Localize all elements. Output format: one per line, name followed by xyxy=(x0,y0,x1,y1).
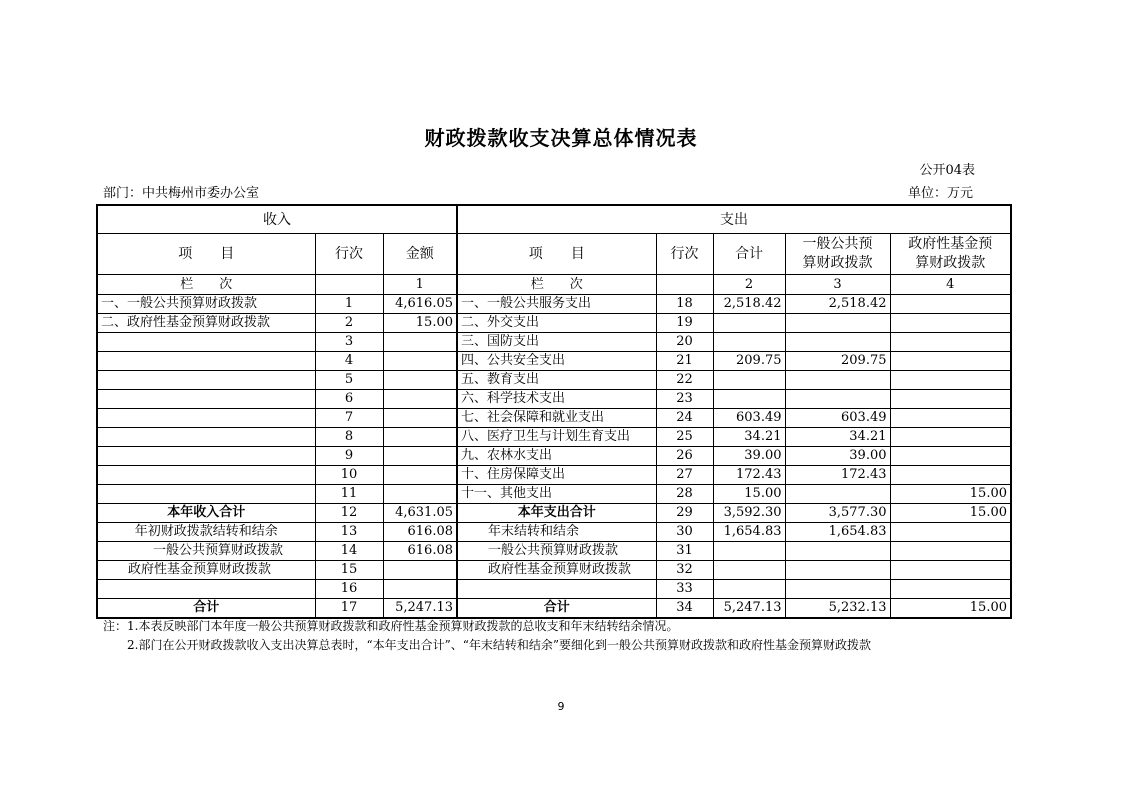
table-row xyxy=(97,409,1011,428)
income-amount: 616.08 xyxy=(383,523,457,542)
col-4: 4 xyxy=(890,275,1011,295)
general-budget-amount xyxy=(785,580,890,599)
income-row-no: 10 xyxy=(315,466,383,485)
income-item xyxy=(97,428,315,447)
expense-row-no: 33 xyxy=(656,580,713,599)
table-row xyxy=(97,504,1011,523)
income-amount xyxy=(383,428,457,447)
income-row-no: 4 xyxy=(315,352,383,371)
expense-header: 支出 xyxy=(457,205,1011,234)
expense-item: 合计 xyxy=(457,599,656,619)
income-row-no: 6 xyxy=(315,390,383,409)
table-row xyxy=(97,542,1011,561)
expense-total xyxy=(713,371,785,390)
expense-total: 209.75 xyxy=(713,352,785,371)
general-budget-amount: 1,654.83 xyxy=(785,523,890,542)
expense-item xyxy=(457,580,656,599)
income-item: 合计 xyxy=(97,599,315,619)
general-budget-amount xyxy=(785,371,890,390)
income-amount xyxy=(383,333,457,352)
table-row xyxy=(97,295,1011,314)
expense-column-order: 栏 次 xyxy=(457,275,656,295)
expense-row-no: 27 xyxy=(656,466,713,485)
income-row-no: 9 xyxy=(315,447,383,466)
table-row xyxy=(97,314,1011,333)
income-row-no: 16 xyxy=(315,580,383,599)
expense-item: 二、外交支出 xyxy=(457,314,656,333)
table-row xyxy=(97,599,1011,619)
expense-total xyxy=(713,580,785,599)
table-row xyxy=(97,371,1011,390)
expense-row-no: 24 xyxy=(656,409,713,428)
expense-row-no: 32 xyxy=(656,561,713,580)
expense-row-no: 22 xyxy=(656,371,713,390)
general-budget-amount xyxy=(785,314,890,333)
income-item xyxy=(97,390,315,409)
expense-item: 五、教育支出 xyxy=(457,371,656,390)
expense-total: 3,592.30 xyxy=(713,504,785,523)
table-row xyxy=(97,523,1011,542)
table-row xyxy=(97,333,1011,352)
expense-row-no: 28 xyxy=(656,485,713,504)
income-amount xyxy=(383,485,457,504)
gov-fund-amount xyxy=(890,580,1011,599)
expense-item: 三、国防支出 xyxy=(457,333,656,352)
income-amount xyxy=(383,466,457,485)
gov-fund-amount xyxy=(890,390,1011,409)
income-item xyxy=(97,447,315,466)
income-amount xyxy=(383,561,457,580)
expense-item: 六、科学技术支出 xyxy=(457,390,656,409)
table-row xyxy=(97,390,1011,409)
expense-item: 一、一般公共服务支出 xyxy=(457,295,656,314)
expense-total xyxy=(713,542,785,561)
income-row-no: 5 xyxy=(315,371,383,390)
gov-fund-amount xyxy=(890,409,1011,428)
income-item: 本年收入合计 xyxy=(97,504,315,523)
income-amount-header: 金额 xyxy=(383,234,457,275)
income-amount: 4,616.05 xyxy=(383,295,457,314)
table-row xyxy=(97,352,1011,371)
income-amount xyxy=(383,409,457,428)
income-row-no: 15 xyxy=(315,561,383,580)
expense-item: 一般公共预算财政拨款 xyxy=(457,542,656,561)
department-label: 部门：中共梅州市委办公室 xyxy=(103,186,260,201)
income-amount: 4,631.05 xyxy=(383,504,457,523)
expense-total: 5,247.13 xyxy=(713,599,785,619)
general-budget-amount: 39.00 xyxy=(785,447,890,466)
gov-fund-amount xyxy=(890,466,1011,485)
expense-total: 603.49 xyxy=(713,409,785,428)
header-row-2 xyxy=(97,234,1011,275)
expense-item: 本年支出合计 xyxy=(457,504,656,523)
expense-item-header: 项 目 xyxy=(457,234,656,275)
expense-row-no: 21 xyxy=(656,352,713,371)
general-budget-amount xyxy=(785,333,890,352)
income-item: 一般公共预算财政拨款 xyxy=(97,542,315,561)
expense-row-no: 31 xyxy=(656,542,713,561)
general-budget-amount: 172.43 xyxy=(785,466,890,485)
income-item: 一、一般公共预算财政拨款 xyxy=(97,295,315,314)
page-number: 9 xyxy=(557,700,565,713)
expense-total: 1,654.83 xyxy=(713,523,785,542)
table-row xyxy=(97,466,1011,485)
income-item xyxy=(97,580,315,599)
income-item xyxy=(97,333,315,352)
gov-fund-amount xyxy=(890,314,1011,333)
expense-item: 九、农林水支出 xyxy=(457,447,656,466)
expense-item: 年末结转和结余 xyxy=(457,523,656,542)
expense-item: 四、公共安全支出 xyxy=(457,352,656,371)
income-row-no: 8 xyxy=(315,428,383,447)
income-amount xyxy=(383,580,457,599)
expense-row-no-header: 行次 xyxy=(656,234,713,275)
income-row-no: 12 xyxy=(315,504,383,523)
general-budget-amount: 3,577.30 xyxy=(785,504,890,523)
expense-total-header: 合计 xyxy=(713,234,785,275)
income-row-no: 2 xyxy=(315,314,383,333)
column-order-row xyxy=(97,275,1011,295)
general-budget-amount: 34.21 xyxy=(785,428,890,447)
expense-row-no: 18 xyxy=(656,295,713,314)
expense-total: 15.00 xyxy=(713,485,785,504)
income-item xyxy=(97,371,315,390)
income-row-no-header: 行次 xyxy=(315,234,383,275)
general-budget-amount: 209.75 xyxy=(785,352,890,371)
gov-fund-amount xyxy=(890,542,1011,561)
expense-total: 39.00 xyxy=(713,447,785,466)
col-2: 2 xyxy=(713,275,785,295)
expense-total xyxy=(713,390,785,409)
general-budget-header: 一般公共预 算财政拨款 xyxy=(785,234,890,275)
income-item-header: 项 目 xyxy=(97,234,315,275)
gov-fund-amount xyxy=(890,333,1011,352)
income-row-no: 17 xyxy=(315,599,383,619)
expense-item: 政府性基金预算财政拨款 xyxy=(457,561,656,580)
expense-total: 172.43 xyxy=(713,466,785,485)
income-amount xyxy=(383,371,457,390)
header-row-1 xyxy=(97,205,1011,234)
expense-item: 十一、其他支出 xyxy=(457,485,656,504)
general-budget-amount xyxy=(785,390,890,409)
expense-row-no: 29 xyxy=(656,504,713,523)
gov-fund-amount: 15.00 xyxy=(890,504,1011,523)
gov-fund-amount xyxy=(890,371,1011,390)
expense-row-no: 34 xyxy=(656,599,713,619)
gov-fund-amount xyxy=(890,352,1011,371)
general-budget-amount: 603.49 xyxy=(785,409,890,428)
col-1: 1 xyxy=(383,275,457,295)
income-item: 政府性基金预算财政拨款 xyxy=(97,561,315,580)
page-title: 财政拨款收支决算总体情况表 xyxy=(424,126,698,150)
income-row-no: 1 xyxy=(315,295,383,314)
expense-row-no: 26 xyxy=(656,447,713,466)
expense-row-no: 19 xyxy=(656,314,713,333)
expense-row-no: 30 xyxy=(656,523,713,542)
expense-item: 七、社会保障和就业支出 xyxy=(457,409,656,428)
income-row-no: 13 xyxy=(315,523,383,542)
income-amount: 15.00 xyxy=(383,314,457,333)
income-item xyxy=(97,485,315,504)
notes xyxy=(103,617,871,655)
income-amount: 5,247.13 xyxy=(383,599,457,619)
expense-total: 2,518.42 xyxy=(713,295,785,314)
gov-fund-amount xyxy=(890,561,1011,580)
income-item xyxy=(97,409,315,428)
gov-fund-amount: 15.00 xyxy=(890,599,1011,619)
table-row xyxy=(97,428,1011,447)
table-row xyxy=(97,485,1011,504)
general-budget-amount xyxy=(785,561,890,580)
income-item xyxy=(97,352,315,371)
general-budget-amount: 2,518.42 xyxy=(785,295,890,314)
gov-fund-header: 政府性基金预 算财政拨款 xyxy=(890,234,1011,275)
table-row xyxy=(97,580,1011,599)
income-amount: 616.08 xyxy=(383,542,457,561)
income-amount xyxy=(383,390,457,409)
income-row-no: 7 xyxy=(315,409,383,428)
expense-total xyxy=(713,314,785,333)
income-column-order: 栏 次 xyxy=(97,275,315,295)
unit-label: 单位：万元 xyxy=(907,186,973,201)
income-amount xyxy=(383,352,457,371)
general-budget-amount xyxy=(785,485,890,504)
note-2: 2.部门在公开财政拨款收入支出决算总表时，“本年支出合计”、“年末结转和结余”要细化到一般公共预算财政拨款和政府性基金预算财政拨款 xyxy=(127,638,871,652)
expense-item: 八、医疗卫生与计划生育支出 xyxy=(457,428,656,447)
form-number: 公开04表 xyxy=(919,163,975,178)
table-row xyxy=(97,561,1011,580)
general-budget-amount: 5,232.13 xyxy=(785,599,890,619)
income-item: 年初财政拨款结转和结余 xyxy=(97,523,315,542)
gov-fund-amount: 15.00 xyxy=(890,485,1011,504)
expense-total xyxy=(713,561,785,580)
income-header: 收入 xyxy=(97,205,457,234)
expense-row-no: 23 xyxy=(656,390,713,409)
expense-item: 十、住房保障支出 xyxy=(457,466,656,485)
general-budget-amount xyxy=(785,542,890,561)
income-row-no: 14 xyxy=(315,542,383,561)
expense-row-no: 20 xyxy=(656,333,713,352)
budget-table xyxy=(96,204,1012,619)
gov-fund-amount xyxy=(890,428,1011,447)
gov-fund-amount xyxy=(890,523,1011,542)
table-row xyxy=(97,447,1011,466)
note-1: 注：1.本表反映部门本年度一般公共预算财政拨款和政府性基金预算财政拨款的总收支和年末结转结余情况。 xyxy=(103,619,679,633)
income-row-no: 3 xyxy=(315,333,383,352)
gov-fund-amount xyxy=(890,295,1011,314)
income-item: 二、政府性基金预算财政拨款 xyxy=(97,314,315,333)
income-row-no: 11 xyxy=(315,485,383,504)
col-3: 3 xyxy=(785,275,890,295)
income-amount xyxy=(383,447,457,466)
income-item xyxy=(97,466,315,485)
gov-fund-amount xyxy=(890,447,1011,466)
expense-total: 34.21 xyxy=(713,428,785,447)
expense-row-no: 25 xyxy=(656,428,713,447)
expense-total xyxy=(713,333,785,352)
